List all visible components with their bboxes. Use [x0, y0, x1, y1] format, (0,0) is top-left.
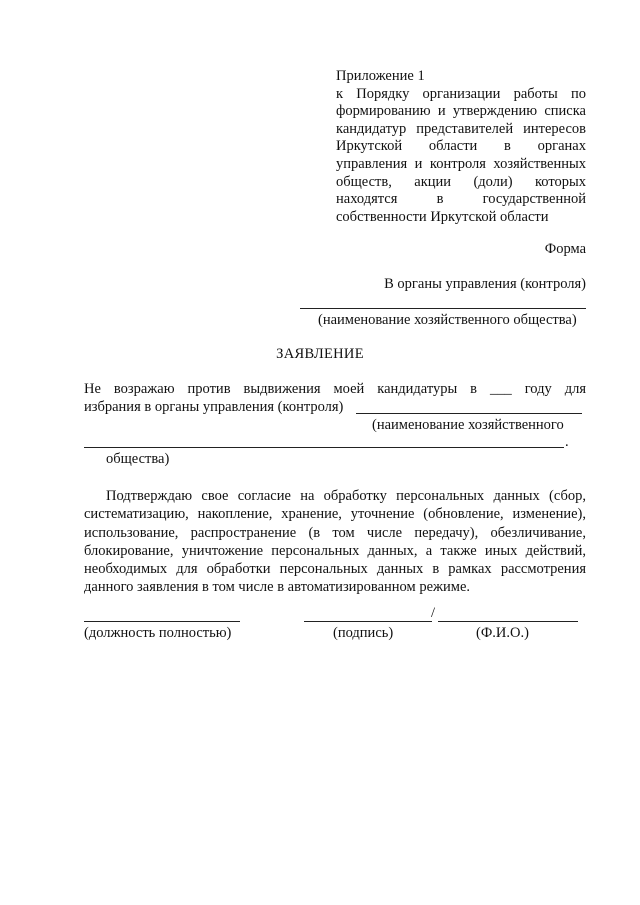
signature-underline: [304, 621, 432, 622]
appendix-line: управления и контроля хозяйственных: [336, 155, 586, 172]
statement-caption-2: общества): [106, 451, 170, 467]
name-caption: (Ф.И.О.): [476, 625, 529, 641]
statement-line-2: избрания в органы управления (контроля): [84, 399, 344, 415]
document-title: ЗАЯВЛЕНИЕ: [276, 346, 364, 362]
signature-caption: (подпись): [333, 625, 394, 641]
company-name-underline-2: [356, 413, 582, 414]
statement-caption-1: (наименование хозяйственного: [372, 417, 564, 433]
signature-separator: /: [431, 605, 436, 621]
addressee-line: В органы управления (контроля): [384, 276, 586, 292]
appendix-block: [336, 68, 586, 226]
consent-line: Подтверждаю свое согласие на обработку персональных данных (сбор,: [106, 488, 586, 504]
position-underline: [84, 621, 240, 622]
company-name-underline-3: [84, 447, 564, 448]
appendix-line: Приложение 1: [336, 68, 425, 84]
form-label: Форма: [544, 241, 586, 257]
appendix-line: к Порядку организации работы по: [336, 85, 586, 102]
appendix-line: находятся в государственной: [336, 191, 586, 208]
consent-line: систематизацию, накопление, хранение, уточнение (обновление, изменение),: [84, 506, 586, 523]
appendix-line: кандидатур представителей интересов: [336, 120, 586, 137]
company-name-underline: [300, 308, 586, 309]
name-underline: [438, 621, 578, 622]
consent-paragraph: [84, 487, 586, 597]
consent-line: данного заявления в том числе в автоматизированном режиме.: [84, 579, 471, 596]
appendix-line: Иркутской области в органах: [336, 138, 586, 155]
statement-period: .: [565, 434, 569, 450]
consent-line: блокирование, уничтожение персональных данных, а также иных действий,: [84, 542, 586, 559]
appendix-line: обществ, акции (доли) которых: [336, 173, 586, 190]
appendix-line: собственности Иркутской области: [336, 208, 549, 225]
position-caption: (должность полностью): [84, 625, 232, 641]
consent-line: необходимых для обработки персональных данных в рамках рассмотрения: [84, 561, 586, 578]
statement-line-1: Не возражаю против выдвижения моей кандидатуры в ___ году для: [84, 381, 586, 397]
consent-line: использование, распространение (в том числе передачу), обезличивание,: [84, 524, 586, 541]
addressee-caption: (наименование хозяйственного общества): [318, 312, 577, 328]
appendix-line: формированию и утверждению списка: [336, 103, 586, 120]
